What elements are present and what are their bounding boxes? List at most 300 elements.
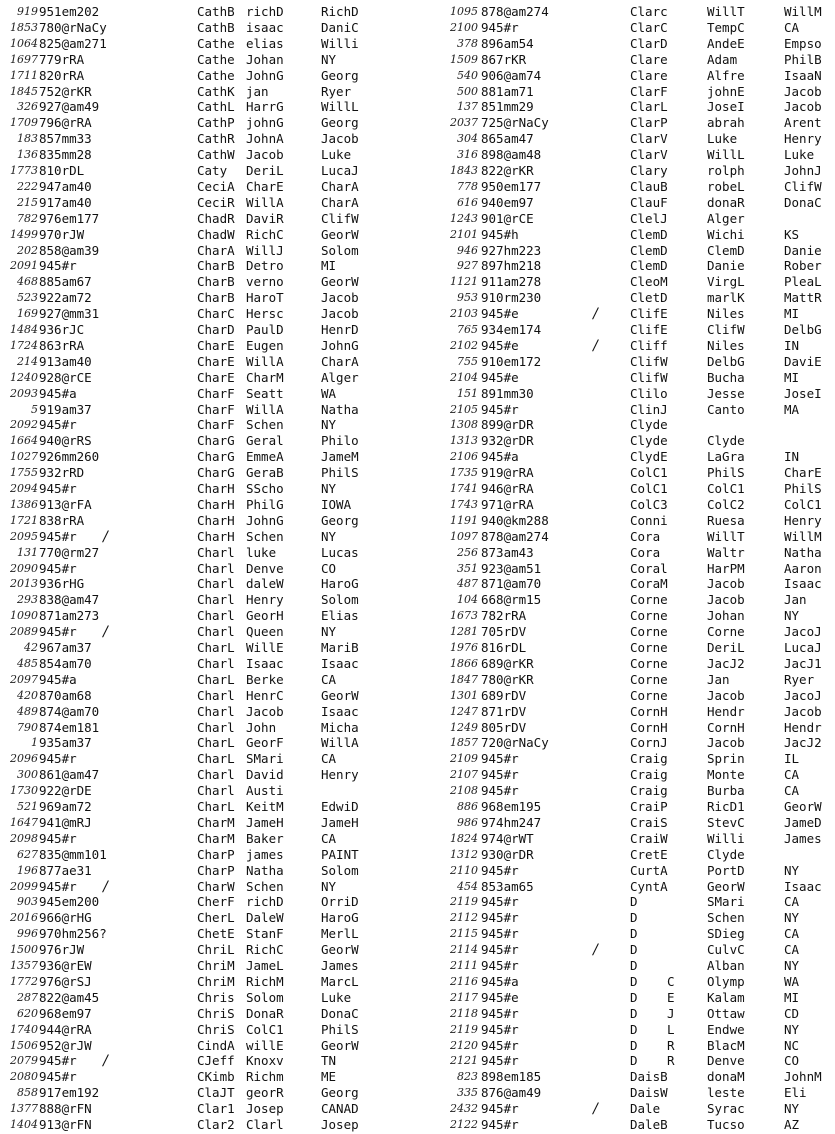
given-name: CharF bbox=[197, 417, 235, 433]
given-name: CharM bbox=[197, 830, 235, 846]
handwritten-number: 1027 bbox=[10, 450, 38, 464]
field-a: Clyde bbox=[707, 846, 745, 862]
field-b: CharA bbox=[321, 194, 359, 210]
handwritten-number: 2119 bbox=[450, 895, 478, 909]
given-name: CharL bbox=[197, 735, 235, 751]
field-b: Henry bbox=[321, 767, 359, 783]
given-name: ChriM bbox=[197, 958, 235, 973]
record-code: 936rHG bbox=[39, 576, 85, 592]
field-a: Kalam bbox=[707, 989, 745, 1005]
field-b: ME bbox=[321, 1069, 337, 1085]
record-code: 896am54 bbox=[481, 35, 534, 51]
handwritten-number: 540 bbox=[457, 68, 478, 82]
field-b: WillA bbox=[321, 735, 359, 751]
handwritten-number: 326 bbox=[17, 100, 38, 114]
given-name: CathL bbox=[197, 99, 235, 115]
given-name: CharE bbox=[197, 369, 235, 385]
field-a: PaulD bbox=[246, 322, 284, 337]
handwritten-number: 1484 bbox=[10, 323, 38, 336]
handwritten-number: 1772 bbox=[10, 974, 38, 988]
field-a: HarrG bbox=[246, 99, 284, 115]
given-name: D bbox=[630, 973, 638, 989]
given-name: ClemD bbox=[630, 242, 668, 258]
given-name: D bbox=[630, 926, 638, 942]
field-a: SMari bbox=[707, 894, 745, 910]
field-b: Natha bbox=[321, 401, 359, 417]
field-b: Empso bbox=[784, 35, 822, 51]
record-code: 934em174 bbox=[481, 322, 542, 337]
given-name: Charl bbox=[197, 592, 235, 608]
handwritten-number: 903 bbox=[17, 895, 38, 909]
handwritten-number: 2037 bbox=[450, 116, 478, 130]
field-a: Geral bbox=[246, 433, 284, 449]
handwritten-number: 1847 bbox=[450, 672, 478, 686]
handwritten-number: 1308 bbox=[450, 418, 478, 432]
given-name: ChadR bbox=[197, 210, 235, 226]
record-code: 911am278 bbox=[481, 274, 542, 290]
handwritten-number: 1064 bbox=[10, 36, 38, 50]
record-code: 944@rRA bbox=[39, 1021, 92, 1037]
handwritten-number: 1853 bbox=[10, 20, 38, 34]
given-name: CharA bbox=[197, 242, 235, 258]
record-code: 891mm30 bbox=[481, 385, 534, 401]
record-code: 919@rRA bbox=[481, 465, 534, 481]
record-code: 928@rCE bbox=[39, 369, 92, 385]
record-code: 878@am274 bbox=[481, 528, 549, 544]
field-b: CANAD bbox=[321, 1101, 359, 1117]
handwritten-number: 1240 bbox=[10, 370, 38, 384]
handwritten-number: 1773 bbox=[10, 164, 38, 177]
handwritten-number: 1709 bbox=[10, 116, 38, 130]
given-name: Clare bbox=[630, 67, 668, 83]
field-a: georR bbox=[246, 1085, 284, 1101]
field-a: rolph bbox=[707, 163, 745, 178]
field-a: WillE bbox=[246, 640, 284, 655]
field-a: DonaR bbox=[246, 1005, 284, 1021]
field-a: Eugen bbox=[246, 337, 284, 353]
record-code: 945#r bbox=[481, 926, 519, 942]
field-b: RichD bbox=[321, 4, 359, 19]
field-a: Hendr bbox=[707, 703, 745, 719]
handwritten-number: 2098 bbox=[10, 831, 38, 845]
given-name: CharP bbox=[197, 846, 235, 862]
record-code: 945#r bbox=[39, 258, 77, 274]
field-b: CA bbox=[321, 830, 337, 846]
field-b: GeorW bbox=[321, 942, 359, 958]
given-name: CharP bbox=[197, 862, 235, 878]
record-code: 945#r bbox=[481, 1037, 519, 1053]
record-code: 968em97 bbox=[39, 1005, 92, 1021]
handwritten-number: 2115 bbox=[450, 927, 478, 941]
field-b: Philo bbox=[321, 433, 359, 449]
record-code: 945#r bbox=[39, 528, 77, 544]
record-row bbox=[0, 1116, 415, 1134]
handwritten-number: 500 bbox=[457, 84, 478, 98]
record-code: 861@am47 bbox=[39, 767, 100, 783]
record-code: 899@rDR bbox=[481, 417, 534, 433]
record-code: 932rRD bbox=[39, 465, 85, 481]
field-b: NY bbox=[784, 1021, 800, 1037]
field-a: donaM bbox=[707, 1069, 745, 1085]
field-a: richD bbox=[246, 894, 284, 910]
record-code: 932@rDR bbox=[481, 433, 534, 449]
given-name: Cora bbox=[630, 544, 661, 560]
record-code: 873am43 bbox=[481, 544, 534, 560]
middle-initial: R bbox=[667, 1037, 675, 1053]
record-code: 865am47 bbox=[481, 131, 534, 147]
given-name: CharL bbox=[197, 640, 235, 655]
given-name: CharM bbox=[197, 814, 235, 830]
given-name: CharL bbox=[197, 671, 235, 687]
field-b: NY bbox=[321, 878, 337, 894]
record-code: 810rDL bbox=[39, 163, 85, 178]
field-b: Willi bbox=[321, 35, 359, 51]
field-b: Alger bbox=[321, 369, 359, 385]
field-b: CA bbox=[784, 894, 800, 910]
handwritten-number: 2096 bbox=[10, 752, 38, 766]
record-code: 720@rNaCy bbox=[481, 735, 549, 751]
given-name: ClydE bbox=[630, 449, 668, 465]
record-code: 971@rRA bbox=[481, 496, 534, 512]
field-a: Luke bbox=[707, 131, 738, 147]
field-b: NY bbox=[321, 51, 337, 67]
field-b: NY bbox=[321, 528, 337, 544]
field-b: MA bbox=[784, 401, 800, 417]
record-code: 970rJW bbox=[39, 226, 85, 242]
record-code: 976@rSJ bbox=[39, 973, 92, 989]
field-a: HarPM bbox=[707, 560, 745, 576]
handwritten-number: 351 bbox=[457, 561, 478, 575]
field-a: CharM bbox=[246, 369, 284, 385]
handwritten-number: 521 bbox=[17, 800, 38, 813]
field-a: WillA bbox=[246, 194, 284, 210]
given-name: CraiP bbox=[630, 799, 668, 814]
field-a: JohnG bbox=[246, 67, 284, 83]
given-name: CharG bbox=[197, 449, 235, 465]
field-b: Eli bbox=[784, 1085, 807, 1101]
field-a: SMari bbox=[246, 751, 284, 767]
given-name: ChriM bbox=[197, 973, 235, 989]
field-a: David bbox=[246, 767, 284, 783]
field-a: Johan bbox=[707, 608, 745, 624]
handwritten-number: 2106 bbox=[450, 450, 478, 464]
handwritten-number: 2013 bbox=[10, 577, 38, 591]
handwritten-number: 2101 bbox=[450, 227, 478, 241]
field-b: NC bbox=[784, 1037, 800, 1053]
field-a: RichC bbox=[246, 942, 284, 958]
record-code: 919am37 bbox=[39, 401, 92, 417]
given-name: ClinJ bbox=[630, 401, 668, 417]
field-a: PortD bbox=[707, 862, 745, 878]
given-name: CornH bbox=[630, 703, 668, 719]
record-code: 820rRA bbox=[39, 67, 85, 83]
handwritten-number: 1500 bbox=[10, 943, 38, 957]
field-a: Adam bbox=[707, 51, 738, 67]
check-mark: / bbox=[593, 337, 598, 354]
field-b: DonaC bbox=[784, 194, 822, 210]
record-code: 825@am271 bbox=[39, 35, 107, 51]
field-b: DonaC bbox=[321, 1005, 359, 1021]
record-row bbox=[420, 1116, 835, 1134]
given-name: Charl bbox=[197, 703, 235, 719]
record-code: 923@am51 bbox=[481, 560, 542, 576]
record-code: 945#r bbox=[481, 783, 519, 799]
record-code: 871rDV bbox=[481, 703, 527, 719]
record-code: 898em185 bbox=[481, 1069, 542, 1085]
record-code: 945#r bbox=[481, 1005, 519, 1021]
middle-initial: R bbox=[667, 1053, 675, 1069]
handwritten-number: 2117 bbox=[450, 990, 478, 1004]
field-b: Jacob bbox=[321, 131, 359, 147]
record-code: 945#r bbox=[481, 1101, 519, 1117]
field-a: Wichi bbox=[707, 226, 745, 242]
field-a: Denve bbox=[707, 1053, 745, 1069]
record-code: 951em202 bbox=[39, 4, 100, 19]
record-code: 858@am39 bbox=[39, 242, 100, 258]
handwritten-number: 454 bbox=[457, 879, 478, 893]
field-b: PhilS bbox=[321, 1021, 359, 1037]
handwritten-number: 765 bbox=[457, 323, 478, 336]
field-a: ClemD bbox=[707, 242, 745, 258]
field-a: JacJ2 bbox=[707, 655, 745, 671]
field-a: Niles bbox=[707, 306, 745, 322]
given-name: D bbox=[630, 989, 638, 1005]
check-mark: / bbox=[103, 624, 108, 641]
handwritten-number: 136 bbox=[17, 148, 38, 162]
handwritten-number: 2103 bbox=[450, 307, 478, 321]
record-code: 898@am48 bbox=[481, 147, 542, 163]
field-b: Jacob bbox=[321, 306, 359, 322]
handwritten-number: 1730 bbox=[10, 784, 38, 798]
handwritten-number: 2080 bbox=[10, 1070, 38, 1084]
given-name: Charl bbox=[197, 576, 235, 592]
handwritten-number: 2107 bbox=[450, 768, 478, 782]
given-name: CathB bbox=[197, 19, 235, 35]
given-name: ClarV bbox=[630, 131, 668, 147]
handwritten-number: 1247 bbox=[450, 704, 478, 718]
given-name: ClifE bbox=[630, 322, 668, 337]
handwritten-number: 293 bbox=[17, 593, 38, 607]
field-b: MerlL bbox=[321, 926, 359, 942]
field-b: CA bbox=[321, 671, 337, 687]
field-b: PhilB bbox=[784, 51, 822, 67]
given-name: ClarL bbox=[630, 99, 668, 115]
given-name: Corne bbox=[630, 687, 668, 703]
handwritten-number: 2108 bbox=[450, 784, 478, 798]
field-a: abrah bbox=[707, 115, 745, 131]
given-name: Clary bbox=[630, 163, 668, 178]
record-code: 871am273 bbox=[39, 608, 100, 624]
field-b: Jacob bbox=[321, 290, 359, 306]
given-name: CraiW bbox=[630, 830, 668, 846]
field-b: NY bbox=[321, 417, 337, 433]
field-a: GeorF bbox=[246, 735, 284, 751]
record-code: 917am40 bbox=[39, 194, 92, 210]
field-b: PhilS bbox=[784, 481, 822, 496]
handwritten-number: 1824 bbox=[450, 831, 478, 845]
field-b: WA bbox=[784, 973, 800, 989]
handwritten-number: 222 bbox=[17, 179, 38, 193]
field-b: CD bbox=[784, 1005, 800, 1021]
record-code: 881am71 bbox=[481, 83, 534, 99]
given-name: CharL bbox=[197, 751, 235, 767]
field-b: CharE bbox=[784, 465, 822, 481]
given-name: ClarV bbox=[630, 147, 668, 163]
record-code: 689rDV bbox=[481, 687, 527, 703]
check-mark: / bbox=[103, 1053, 108, 1070]
handwritten-number: 1711 bbox=[10, 68, 38, 82]
record-code: 927@mm31 bbox=[39, 306, 100, 322]
record-code: 945#r bbox=[481, 910, 519, 926]
field-a: HaroT bbox=[246, 290, 284, 306]
record-code: 913am40 bbox=[39, 353, 92, 369]
record-code: 945#r bbox=[39, 751, 77, 767]
record-code: 910em172 bbox=[481, 353, 542, 369]
field-b: MariB bbox=[321, 640, 359, 655]
field-a: Waltr bbox=[707, 544, 745, 560]
given-name: Coral bbox=[630, 560, 668, 576]
record-code: 805rDV bbox=[481, 719, 527, 735]
field-b: CA bbox=[784, 767, 800, 783]
given-name: CharL bbox=[197, 799, 235, 814]
record-code: 967am37 bbox=[39, 640, 92, 655]
field-b: Hendr bbox=[784, 719, 822, 735]
handwritten-number: 1735 bbox=[450, 466, 478, 480]
field-b: KS bbox=[784, 226, 800, 242]
handwritten-number: 1357 bbox=[10, 959, 38, 972]
handwritten-number: 1743 bbox=[450, 497, 478, 511]
field-b: James bbox=[784, 830, 822, 846]
field-a: robeL bbox=[707, 178, 745, 194]
record-code: 940em97 bbox=[481, 194, 534, 210]
field-a: Jan bbox=[707, 671, 730, 687]
record-code: 867rKR bbox=[481, 51, 527, 67]
field-a: Niles bbox=[707, 337, 745, 353]
field-a: Detro bbox=[246, 258, 284, 274]
handwritten-number: 778 bbox=[457, 179, 478, 193]
field-a: Jacob bbox=[707, 576, 745, 592]
given-name: ClifW bbox=[630, 369, 668, 385]
record-code: 935am37 bbox=[39, 735, 92, 751]
record-code: 945#r bbox=[39, 624, 77, 640]
given-name: CornH bbox=[630, 719, 668, 735]
middle-initial: L bbox=[667, 1021, 675, 1037]
handwritten-number: 1976 bbox=[450, 641, 478, 654]
handwritten-number: 5 bbox=[31, 402, 38, 416]
field-a: Austi bbox=[246, 783, 284, 799]
record-code: 945#r bbox=[481, 942, 519, 958]
field-a: Schen bbox=[246, 417, 284, 433]
field-b: WA bbox=[321, 385, 337, 401]
record-code: 945#r bbox=[481, 1021, 519, 1037]
record-code: 945#h bbox=[481, 226, 519, 242]
record-code: 901@rCE bbox=[481, 210, 534, 226]
field-b: CA bbox=[784, 19, 800, 35]
given-name: CeciR bbox=[197, 194, 235, 210]
handwritten-number: 858 bbox=[17, 1086, 38, 1100]
field-a: Jacob bbox=[707, 592, 745, 608]
field-b: HaroG bbox=[321, 910, 359, 926]
given-name: Charl bbox=[197, 624, 235, 640]
field-b: CO bbox=[784, 1053, 800, 1069]
handwritten-number: 823 bbox=[457, 1070, 478, 1084]
given-name: CharH bbox=[197, 512, 235, 528]
field-b: Ryer bbox=[784, 671, 815, 687]
record-code: 926mm260 bbox=[39, 449, 100, 465]
field-a: daleW bbox=[246, 576, 284, 592]
field-b: CharA bbox=[321, 353, 359, 369]
record-code: 922am72 bbox=[39, 290, 92, 306]
given-name: CharH bbox=[197, 528, 235, 544]
given-name: Conni bbox=[630, 512, 668, 528]
record-code: 779rRA bbox=[39, 51, 85, 67]
handwritten-number: 215 bbox=[17, 195, 38, 209]
field-a: Isaac bbox=[246, 655, 284, 671]
record-code: 940@rRS bbox=[39, 433, 92, 449]
field-a: ClifW bbox=[707, 322, 745, 337]
given-name: ClemD bbox=[630, 226, 668, 242]
record-code: 854am70 bbox=[39, 655, 92, 671]
field-b: GeorW bbox=[321, 1037, 359, 1053]
field-a: DelbG bbox=[707, 353, 745, 369]
handwritten-number: 214 bbox=[17, 354, 38, 368]
handwritten-number: 1647 bbox=[10, 815, 38, 829]
record-code: 970hm256? bbox=[39, 926, 107, 942]
given-name: Corne bbox=[630, 671, 668, 687]
given-name: Charl bbox=[197, 719, 235, 735]
field-b: JohnM bbox=[784, 1069, 822, 1085]
given-name: Corne bbox=[630, 655, 668, 671]
field-a: Knoxv bbox=[246, 1053, 284, 1069]
field-b: WillM bbox=[784, 4, 822, 19]
record-code: 941@mRJ bbox=[39, 814, 92, 830]
given-name: ColC1 bbox=[630, 465, 668, 481]
handwritten-number: 986 bbox=[457, 815, 478, 829]
handwritten-number: 256 bbox=[457, 545, 478, 559]
field-a: james bbox=[246, 846, 284, 862]
field-a: Sprin bbox=[707, 751, 745, 767]
field-b: JohnG bbox=[321, 337, 359, 353]
given-name: Clar2 bbox=[197, 1117, 235, 1132]
given-name: D bbox=[630, 1021, 638, 1037]
handwritten-number: 996 bbox=[17, 927, 38, 941]
field-a: TempC bbox=[707, 19, 745, 35]
given-name: Charl bbox=[197, 560, 235, 576]
given-name: CindA bbox=[197, 1037, 235, 1053]
field-b: CO bbox=[321, 560, 337, 576]
given-name: CathB bbox=[197, 4, 235, 19]
handwritten-number: 468 bbox=[17, 275, 38, 289]
given-name: Corne bbox=[630, 592, 668, 608]
given-name: CherL bbox=[197, 910, 235, 926]
field-b: James bbox=[321, 958, 359, 973]
field-b: IsaaN bbox=[784, 67, 822, 83]
handwritten-number: 886 bbox=[457, 800, 478, 813]
record-code: 950em177 bbox=[481, 178, 542, 194]
record-code: 930@rDR bbox=[481, 846, 534, 862]
field-a: CulvC bbox=[707, 942, 745, 958]
record-code: 822@am45 bbox=[39, 989, 100, 1005]
middle-initial: J bbox=[667, 1005, 675, 1021]
field-a: Alban bbox=[707, 958, 745, 973]
field-b: Luke bbox=[784, 147, 815, 163]
handwritten-number: 919 bbox=[17, 5, 38, 18]
handwritten-number: 1857 bbox=[450, 736, 478, 750]
record-code: 945em200 bbox=[39, 894, 100, 910]
field-b: JameM bbox=[321, 449, 359, 465]
field-b: Aaron bbox=[784, 560, 822, 576]
handwritten-number: 2090 bbox=[10, 561, 38, 575]
